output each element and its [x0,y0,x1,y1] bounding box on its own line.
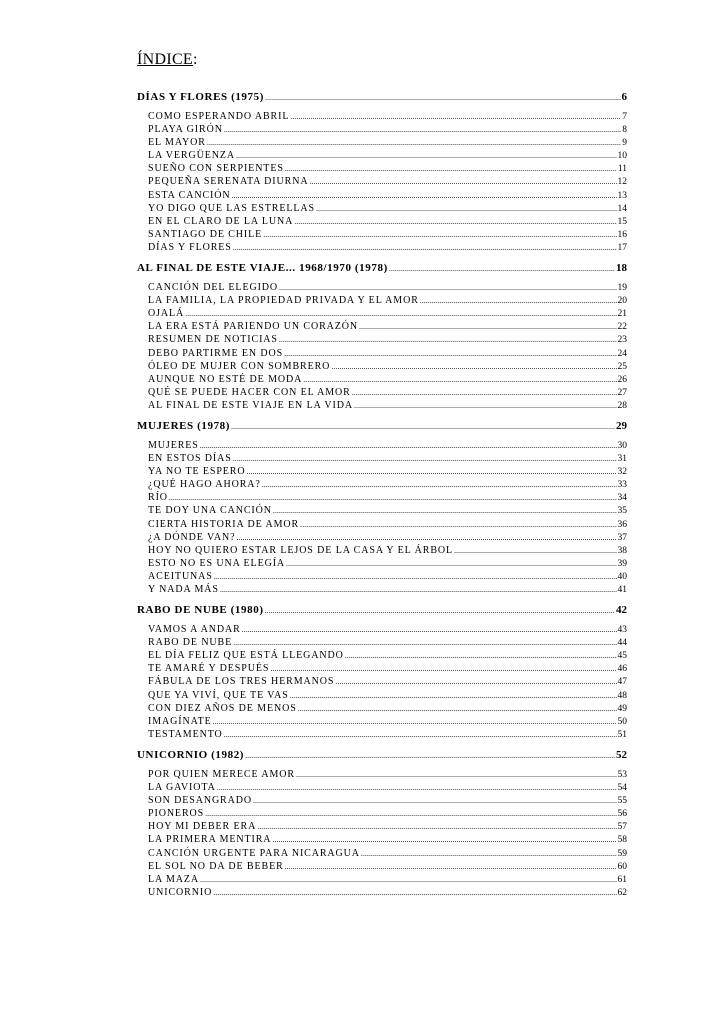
entry-page-number: 34 [617,493,627,504]
dot-leader [300,518,616,531]
toc-section [137,603,627,741]
dot-leader [331,360,616,373]
dot-leader [265,91,620,105]
entry-page-number: 20 [617,296,627,307]
dot-leader [214,570,617,583]
toc-entry[interactable] [137,281,627,294]
entry-page-number: 11 [617,164,627,175]
dot-leader [185,307,616,320]
dot-leader [352,386,617,399]
toc-entry[interactable] [137,294,627,307]
toc-entry[interactable] [137,452,627,465]
entry-title: ÓLEO DE MUJER CON SOMBRERO [148,360,331,372]
toc-entry[interactable] [137,241,627,254]
entry-title: TE DOY UNA CANCIÓN [148,505,272,517]
entry-page-number: 24 [617,348,627,359]
dot-leader [420,294,617,307]
entry-title: LA VERGÜENZA [148,150,236,162]
toc-entry[interactable] [137,518,627,531]
entry-title: DÍAS Y FLORES [148,241,232,253]
entry-page-number: 32 [617,467,627,478]
toc-entry[interactable] [137,781,627,794]
dot-leader [354,399,617,412]
dot-leader [272,833,616,846]
toc-entry[interactable] [137,833,627,846]
dot-leader [335,675,616,688]
entry-page-number: 38 [617,545,627,556]
entry-page-number: 22 [617,322,627,333]
entry-page-number: 47 [617,677,627,688]
dot-leader [361,847,617,860]
entry-title: Y NADA MÁS [148,584,219,595]
entry-page-number: 12 [617,177,627,188]
toc-entry[interactable] [137,847,627,860]
toc-section [137,90,627,254]
entry-title: YA NO TE ESPERO [148,466,246,478]
toc-entry[interactable] [137,136,627,149]
index-title [137,50,627,70]
entry-page-number: 7 [622,112,627,122]
toc-entry[interactable] [137,110,627,123]
toc-entry-list [137,623,627,741]
toc-entry[interactable] [137,386,627,399]
entry-page-number: 49 [617,703,627,714]
entry-title: SON DESANGRADO [148,795,252,807]
dot-leader [200,439,617,452]
dot-leader [303,373,616,386]
entry-page-number: 61 [617,874,627,885]
toc-entry[interactable] [137,333,627,346]
entry-title: PEQUEÑA SERENATA DIURNA [148,176,309,188]
toc-entry[interactable] [137,715,627,728]
toc-entry[interactable] [137,228,627,241]
entry-title: HOY MI DEBER ERA [148,821,257,833]
entry-title: TE AMARÉ Y DESPUÉS [148,663,270,675]
document-page [137,50,627,906]
toc-entry[interactable] [137,728,627,741]
toc-entry[interactable] [137,873,627,886]
dot-leader [389,262,615,276]
entry-title: ACEITUNAS [148,570,213,582]
entry-title: POR QUIEN MERECE AMOR [148,768,295,780]
toc-entry[interactable] [137,175,627,188]
toc-section [137,261,627,412]
entry-page-number: 46 [617,664,627,675]
toc-entry[interactable] [137,439,627,452]
toc-entry[interactable] [137,662,627,675]
entry-title: CON DIEZ AÑOS DE MENOS [148,702,297,714]
index-title-colon: : [193,51,198,68]
entry-page-number: 26 [617,374,627,385]
entry-page-number: 27 [617,387,627,398]
entry-title: RABO DE NUBE [148,637,233,649]
entry-page-number: 54 [617,783,627,794]
index-title-text: ÍNDICE [137,51,194,68]
entry-page-number: 36 [617,519,627,530]
entry-title: COMO ESPERANDO ABRIL [148,111,290,122]
entry-page-number: 41 [617,585,627,595]
dot-leader [284,347,616,360]
dot-leader [200,873,616,886]
entry-title: EN ESTOS DÍAS [148,453,232,465]
toc-entry-list [137,281,627,412]
dot-leader [265,604,615,618]
entry-title: PLAYA GIRÓN [148,124,223,136]
toc-entry-list [137,110,627,254]
entry-page-number: 58 [617,835,627,846]
toc-section [137,419,627,596]
entry-page-number: 44 [617,638,627,649]
entry-title: UNICORNIO [148,886,213,898]
dot-leader [316,202,617,215]
toc-entry[interactable] [137,531,627,544]
dot-leader [454,544,616,557]
dot-leader [205,807,616,820]
dot-leader [285,162,617,175]
toc-entry[interactable] [137,689,627,702]
entry-page-number: 10 [617,151,627,162]
toc-entry[interactable] [137,860,627,873]
toc-entry[interactable] [137,886,627,899]
dot-leader [253,794,617,807]
toc-entry[interactable] [137,399,627,412]
entry-title: RÍO [148,492,168,504]
entry-title: PIONEROS [148,808,205,820]
entry-page-number: 30 [617,440,627,451]
entry-title: YO DIGO QUE LAS ESTRELLAS [148,202,315,214]
dot-leader [236,149,616,162]
toc-entry[interactable] [137,794,627,807]
toc-entry[interactable] [137,123,627,136]
toc-entry[interactable] [137,623,627,636]
dot-leader [217,781,617,794]
dot-leader [294,215,616,228]
dot-leader [290,689,617,702]
entry-page-number: 16 [617,229,627,240]
dot-leader [273,504,617,517]
entry-title: ¿QUÉ HAGO AHORA? [148,479,261,491]
dot-leader [213,886,616,899]
entry-title: CIERTA HISTORIA DE AMOR [148,518,300,530]
entry-title: EL DÍA FELIZ QUE ESTÁ LLEGANDO [148,650,344,662]
toc-entry[interactable] [137,702,627,715]
dot-leader [213,715,617,728]
toc-section-heading[interactable] [137,90,627,104]
entry-title: CANCIÓN URGENTE PARA NICARAGUA [148,847,360,859]
toc-entry[interactable] [137,202,627,215]
toc-entry[interactable] [137,675,627,688]
toc-entry[interactable] [137,504,627,517]
dot-leader [236,531,616,544]
entry-title: QUE YA VIVÍ, QUE TE VAS [148,689,289,701]
entry-page-number: 40 [617,571,627,582]
toc-section-heading[interactable] [137,261,627,275]
entry-page-number: 35 [617,506,627,517]
dot-leader [285,860,617,873]
dot-leader [296,768,617,781]
entry-page-number: 14 [617,203,627,214]
toc-entry[interactable] [137,820,627,833]
toc-entry[interactable] [137,149,627,162]
section-page-number: 42 [616,604,627,617]
dot-leader [231,420,615,434]
toc-section-heading[interactable] [137,419,627,433]
entry-title: ¿A DÓNDE VAN? [148,531,236,543]
entry-title: DEBO PARTIRME EN DOS [148,347,284,359]
toc-entry[interactable] [137,557,627,570]
entry-page-number: 31 [617,454,627,465]
toc-entry[interactable] [137,768,627,781]
entry-title: AL FINAL DE ESTE VIAJE EN LA VIDA [148,399,353,411]
toc-entry[interactable] [137,347,627,360]
dot-leader [169,491,617,504]
entry-title: IMAGÍNATE [148,715,212,727]
dot-leader [220,583,617,596]
dot-leader [290,110,621,123]
entry-title: LA FAMILIA, LA PROPIEDAD PRIVADA Y EL AMOR [148,295,419,307]
toc-entry[interactable] [137,162,627,175]
entry-title: LA MAZA [148,873,200,885]
dot-leader [224,123,621,136]
toc-entry[interactable] [137,570,627,583]
entry-title: CANCIÓN DEL ELEGIDO [148,282,279,294]
entry-page-number: 21 [617,309,627,320]
dot-leader [224,728,617,741]
dot-leader [286,557,616,570]
entry-page-number: 60 [617,861,627,872]
toc-entry[interactable] [137,320,627,333]
dot-leader [279,333,617,346]
entry-page-number: 43 [617,625,627,636]
toc-entry[interactable] [137,189,627,202]
toc-entry[interactable] [137,307,627,320]
entry-title: VAMOS A ANDAR [148,624,241,636]
dot-leader [298,702,617,715]
entry-page-number: 9 [622,138,627,149]
entry-page-number: 37 [617,532,627,543]
entry-title: EL MAYOR [148,137,206,149]
section-page-number: 52 [616,748,627,761]
dot-leader [345,649,617,662]
dot-leader [232,189,617,202]
entry-page-number: 48 [617,690,627,701]
dot-leader [279,281,616,294]
entry-page-number: 19 [617,283,627,294]
toc-entry[interactable] [137,491,627,504]
entry-page-number: 8 [622,125,627,136]
section-title: AL FINAL DE ESTE VIAJE... 1968/1970 (1978) [137,262,388,275]
entry-title: EL SOL NO DA DE BEBER [148,860,284,872]
entry-page-number: 59 [617,848,627,859]
entry-page-number: 45 [617,651,627,662]
entry-title: ESTA CANCIÓN [148,189,231,201]
table-of-contents [137,90,627,899]
dot-leader [207,136,621,149]
entry-page-number: 28 [617,400,627,411]
dot-leader [245,749,615,763]
entry-page-number: 53 [617,769,627,780]
entry-page-number: 57 [617,822,627,833]
entry-page-number: 62 [617,887,627,898]
toc-entry[interactable] [137,636,627,649]
entry-title: SANTIAGO DE CHILE [148,228,263,240]
toc-entry[interactable] [137,544,627,557]
section-title: DÍAS Y FLORES (1975) [137,91,265,103]
section-title: UNICORNIO (1982) [137,748,245,761]
section-title: MUJERES (1978) [137,419,231,432]
section-page-number: 6 [621,91,627,103]
toc-entry[interactable] [137,215,627,228]
entry-title: MUJERES [148,439,199,451]
dot-leader [262,478,617,491]
entry-page-number: 15 [617,216,627,227]
dot-leader [233,636,616,649]
entry-page-number: 56 [617,809,627,820]
entry-page-number: 51 [617,729,627,740]
entry-page-number: 50 [617,716,627,727]
entry-title: FÁBULA DE LOS TRES HERMANOS [148,676,335,688]
toc-entry-list [137,768,627,899]
dot-leader [257,820,616,833]
dot-leader [233,241,617,254]
entry-page-number: 25 [617,361,627,372]
entry-page-number: 13 [617,190,627,201]
toc-entry[interactable] [137,478,627,491]
dot-leader [309,175,616,188]
toc-section-heading[interactable] [137,748,627,762]
entry-page-number: 39 [617,558,627,569]
dot-leader [263,228,616,241]
dot-leader [270,662,616,675]
dot-leader [247,465,617,478]
entry-title: AUNQUE NO ESTÉ DE MODA [148,373,303,385]
dot-leader [233,452,617,465]
entry-title: OJALÁ [148,308,185,320]
entry-page-number: 33 [617,480,627,491]
toc-entry[interactable] [137,583,627,596]
entry-title: QUÉ SE PUEDE HACER CON EL AMOR [148,386,351,398]
entry-title: TESTAMENTO [148,728,223,740]
entry-title: SUEÑO CON SERPIENTES [148,163,284,175]
entry-page-number: 17 [617,242,627,253]
toc-entry[interactable] [137,360,627,373]
entry-title: LA GAVIOTA [148,782,216,794]
toc-section-heading[interactable] [137,603,627,617]
toc-entry[interactable] [137,465,627,478]
toc-entry-list [137,439,627,596]
section-page-number: 18 [616,262,627,275]
toc-entry[interactable] [137,373,627,386]
entry-page-number: 55 [617,796,627,807]
entry-page-number: 23 [617,335,627,346]
entry-title: EN EL CLARO DE LA LUNA [148,215,294,227]
entry-title: ESTO NO ES UNA ELEGÍA [148,557,286,569]
toc-entry[interactable] [137,649,627,662]
dot-leader [242,623,617,636]
entry-title: LA ERA ESTÁ PARIENDO UN CORAZÓN [148,321,359,333]
toc-entry[interactable] [137,807,627,820]
toc-section [137,748,627,899]
dot-leader [359,320,616,333]
section-title: RABO DE NUBE (1980) [137,604,264,617]
entry-title: RESUMEN DE NOTICIAS [148,334,278,346]
entry-title: LA PRIMERA MENTIRA [148,834,272,846]
section-page-number: 29 [616,419,627,432]
entry-title: HOY NO QUIERO ESTAR LEJOS DE LA CASA Y EL ÁRBOL [148,544,454,556]
